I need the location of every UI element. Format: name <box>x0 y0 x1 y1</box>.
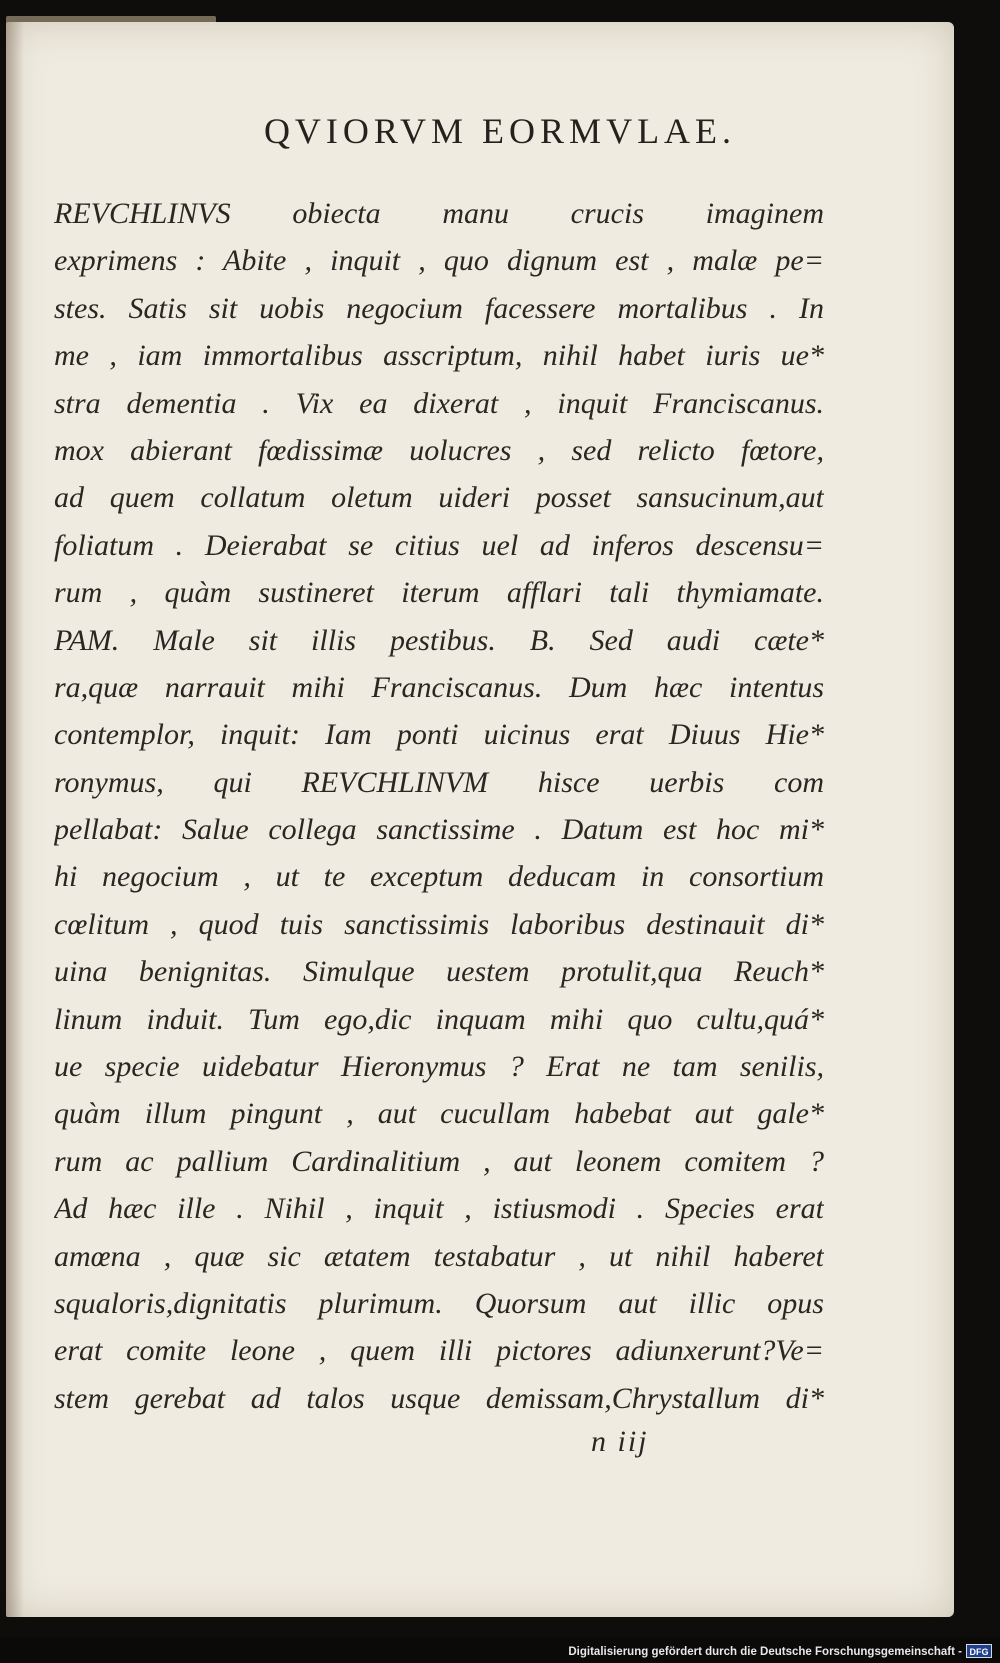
text-line: ronymus, qui REVCHLINVM hisce uerbis com <box>54 765 824 799</box>
text-line: contemplor, inquit: Iam ponti uicinus erat Diuus Hie* <box>54 718 824 752</box>
text-line: exprimens : Abite , inquit , quo dignum est , malæ pe= <box>54 244 824 278</box>
footer-credit: Digitalisierung gefördert durch die Deutsche Forschungsgemeinschaft - <box>568 1646 962 1658</box>
text-line: ra,quæ narrauit mihi Franciscanus. Dum hæc intentus <box>54 670 824 704</box>
text-line: cœlitum , quod tuis sanctissimis laboribus destinauit di* <box>54 907 824 941</box>
text-line: rum , quàm sustineret iterum afflari tali thymiamate. <box>54 576 824 610</box>
text-line: ad quem collatum oletum uideri posset sansucinum,aut <box>54 481 824 515</box>
text-line: foliatum . Deierabat se citius uel ad inferos descensu= <box>54 528 824 562</box>
text-line: uina benignitas. Simulque uestem protulit,qua Reuch* <box>54 955 824 989</box>
text-line: mox abierant fœdissimæ uolucres , sed relicto fœtore, <box>54 433 824 467</box>
text-line: me , iam immortalibus asscriptum, nihil habet iuris ue* <box>54 339 824 373</box>
text-line: squaloris,dignitatis plurimum. Quorsum aut illic opus <box>54 1286 824 1320</box>
text-line: rum ac pallium Cardinalitium , aut leonem comitem ? <box>54 1144 824 1178</box>
text-line: amœna , quæ sic ætatem testabatur , ut nihil haberet <box>54 1239 824 1273</box>
text-line: stra dementia . Vix ea dixerat , inquit Franciscanus. <box>54 386 824 420</box>
text-line: linum induit. Tum ego,dic inquam mihi quo cultu,quá* <box>54 1002 824 1036</box>
text-line: Ad hæc ille . Nihil , inquit , istiusmodi . Species erat <box>54 1192 824 1226</box>
text-block <box>54 190 824 1422</box>
text-line: REVCHLINVS obiecta manu crucis imaginem <box>54 197 824 230</box>
text-line: pellabat: Salue collega sanctissime . Datum est hoc mi* <box>54 813 824 847</box>
text-line: PAM. Male sit illis pestibus. B. Sed audi cæte* <box>54 623 824 657</box>
signature-mark: n iij <box>591 1425 649 1458</box>
text-line: erat comite leone , quem illi pictores adiunxerunt?Ve= <box>54 1334 824 1368</box>
dfg-logo-icon: DFG <box>966 1644 992 1658</box>
text-line: ue specie uidebatur Hieronymus ? Erat ne tam senilis, <box>54 1050 824 1084</box>
footer-bar <box>0 1637 1000 1663</box>
book-page <box>6 22 954 1617</box>
text-line: hi negocium , ut te exceptum deducam in consortium <box>54 860 824 894</box>
text-line: stes. Satis sit uobis negocium facessere mortalibus . In <box>54 291 824 325</box>
running-head: QVIORVM EORMVLAE. <box>263 111 737 151</box>
text-line: stem gerebat ad talos usque demissam,Chrystallum di* <box>54 1381 824 1415</box>
text-line: quàm illum pingunt , aut cucullam habebat aut gale* <box>54 1097 824 1131</box>
